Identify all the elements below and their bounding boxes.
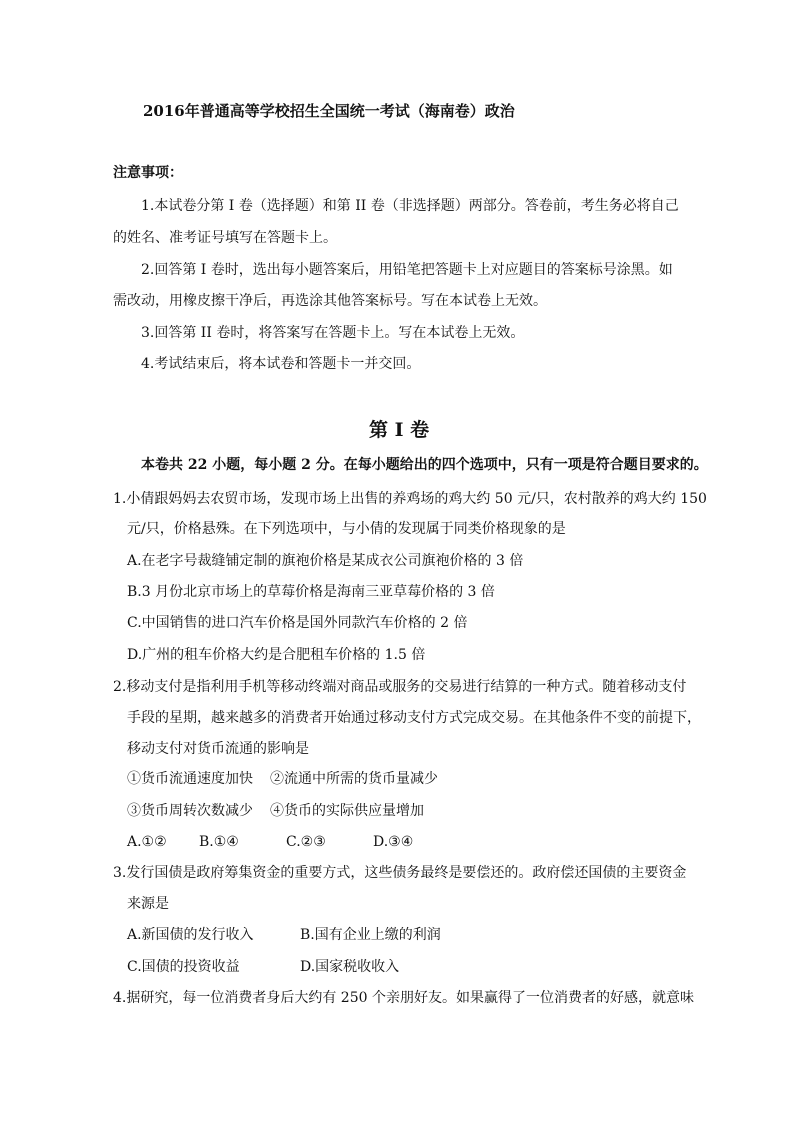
question-3-line-1: 3.发行国债是政府筹集资金的重要方式，这些债务最终是要偿还的。政府偿还国债的主要资金 [113, 865, 687, 881]
notice-heading: 注意事项： [113, 165, 183, 181]
question-2-statement-2: ②流通中所需的货币量减少 [270, 771, 438, 787]
section-instructions: 本卷共 22 小题，每小题 2 分。在每小题给出的四个选项中，只有一项是符合题目要求的。 [141, 457, 708, 473]
notice-item-1-line-2: 的姓名、准考证号填写在答题卡上。 [113, 230, 337, 246]
question-3-option-b: B.国有企业上缴的利润 [300, 927, 441, 943]
question-2-statement-1: ①货币流通速度加快 [127, 771, 253, 787]
question-3-option-a: A.新国债的发行收入 [127, 927, 254, 943]
question-1-line-2: 元/只，价格悬殊。在下列选项中，与小倩的发现属于同类价格现象的是 [127, 521, 566, 537]
question-3-line-2: 来源是 [127, 896, 169, 912]
page-title: 2016年普通高等学校招生全国统一考试（海南卷）政治 [143, 102, 515, 120]
question-1-option-d: D.广州的租车价格大约是合肥租车价格的 1.5 倍 [127, 647, 426, 663]
question-2-option-a: A.①② [127, 834, 167, 850]
question-2-line-3: 移动支付对货币流通的影响是 [127, 741, 309, 757]
question-1-option-c: C.中国销售的进口汽车价格是国外同款汽车价格的 2 倍 [127, 615, 468, 631]
question-1-option-b: B.3 月份北京市场上的草莓价格是海南三亚草莓价格的 3 倍 [127, 584, 495, 600]
question-2-line-2: 手段的星期，越来越多的消费者开始通过移动支付方式完成交易。在其他条件不变的前提下， [127, 710, 701, 726]
question-2-statement-3: ③货币周转次数减少 [127, 803, 253, 819]
question-3-option-c: C.国债的投资收益 [127, 959, 240, 975]
question-2-option-b: B.①④ [199, 834, 239, 850]
question-2-option-c: C.②③ [286, 834, 326, 850]
question-2-option-d: D.③④ [373, 834, 414, 850]
notice-item-2-line-2: 需改动，用橡皮擦干净后，再选涂其他答案标号。写在本试卷上无效。 [113, 293, 547, 309]
notice-item-1-line-1: 1.本试卷分第 I 卷（选择题）和第 II 卷（非选择题）两部分。答卷前，考生务必将自己 [141, 198, 679, 214]
question-4-line-1: 4.据研究，每一位消费者身后大约有 250 个亲朋好友。如果赢得了一位消费者的好感，就意味 [113, 990, 694, 1006]
notice-item-2-line-1: 2.回答第 I 卷时，选出每小题答案后，用铅笔把答题卡上对应题目的答案标号涂黑。如 [141, 262, 673, 278]
question-2-statement-4: ④货币的实际供应量增加 [270, 803, 424, 819]
question-1-line-1: 1.小倩跟妈妈去农贸市场，发现市场上出售的养鸡场的鸡大约 50 元/只，农村散养的鸡大约 150 [113, 491, 707, 507]
question-3-option-d: D.国家税收收入 [300, 959, 400, 975]
notice-item-4: 4.考试结束后，将本试卷和答题卡一并交回。 [141, 356, 421, 372]
section-title: 第 I 卷 [369, 419, 430, 441]
question-1-option-a: A.在老字号裁缝铺定制的旗袍价格是某成衣公司旗袍价格的 3 倍 [127, 553, 524, 569]
notice-item-3: 3.回答第 II 卷时，将答案写在答题卡上。写在本试卷上无效。 [141, 325, 525, 341]
question-2-line-1: 2.移动支付是指利用手机等移动终端对商品或服务的交易进行结算的一种方式。随着移动支付 [113, 679, 687, 695]
